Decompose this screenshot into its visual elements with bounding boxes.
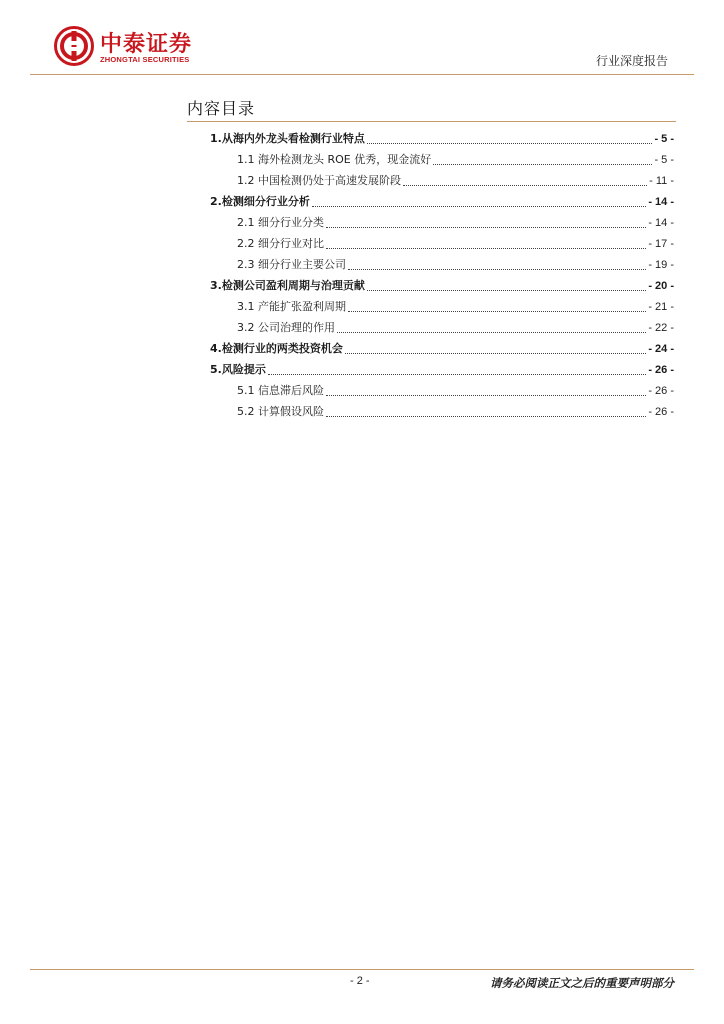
toc-subsection-entry[interactable] [210, 401, 674, 422]
toc-section-entry[interactable] [210, 191, 674, 212]
toc-leader-dots [312, 193, 646, 207]
toc-subsection-entry[interactable] [210, 149, 674, 170]
toc-entry-label: 5.2 计算假设风险 [237, 405, 324, 418]
company-logo [54, 26, 234, 74]
toc-leader-dots [326, 214, 646, 228]
toc-entry-label: 2.2 细分行业对比 [237, 237, 324, 250]
toc-title-divider [187, 121, 676, 122]
toc-subsection-entry[interactable] [210, 233, 674, 254]
footer-divider [30, 969, 694, 970]
toc-section-entry[interactable] [210, 275, 674, 296]
toc-leader-dots [268, 361, 646, 375]
toc-section-entry[interactable] [210, 128, 674, 149]
toc-entry-page: - 5 - [654, 154, 674, 166]
toc-leader-dots [348, 256, 646, 270]
toc-leader-dots [367, 130, 653, 144]
toc-entry-label: 1.1 海外检测龙头 ROE 优秀，现金流好 [237, 153, 432, 166]
toc-subsection-entry[interactable] [210, 170, 674, 191]
toc-entry-page: - 20 - [648, 280, 674, 292]
toc-entry-page: - 26 - [648, 406, 674, 418]
brand-name-cn: 中泰证券 [100, 32, 193, 57]
toc-leader-dots [326, 382, 646, 396]
toc-entry-label: 5.1 信息滞后风险 [237, 384, 324, 397]
toc-leader-dots [433, 151, 652, 165]
table-of-contents [210, 128, 674, 422]
toc-entry-label: 3.1 产能扩张盈利周期 [237, 300, 346, 313]
toc-entry-page: - 21 - [648, 301, 674, 313]
toc-entry-label: 3.2 公司治理的作用 [237, 321, 335, 334]
toc-leader-dots [326, 235, 646, 249]
toc-entry-label: 4.检测行业的两类投资机会 [210, 342, 343, 355]
toc-subsection-entry[interactable] [210, 380, 674, 401]
toc-entry-page: - 5 - [654, 133, 674, 145]
toc-entry-label: 3.检测公司盈利周期与治理贡献 [210, 279, 365, 292]
toc-title: 内容目录 [187, 99, 256, 118]
toc-section-entry[interactable] [210, 359, 674, 380]
toc-entry-page: - 19 - [648, 259, 674, 271]
toc-entry-label: 2.检测细分行业分析 [210, 195, 310, 208]
zhongtai-logo-icon [54, 26, 94, 66]
toc-subsection-entry[interactable] [210, 212, 674, 233]
toc-leader-dots [326, 403, 646, 417]
toc-entry-page: - 24 - [648, 343, 674, 355]
toc-entry-label: 2.1 细分行业分类 [237, 216, 324, 229]
toc-entry-page: - 26 - [648, 364, 674, 376]
toc-leader-dots [345, 340, 646, 354]
report-type-label: 行业深度报告 [595, 54, 668, 68]
toc-entry-label: 1.2 中国检测仍处于高速发展阶段 [237, 174, 401, 187]
toc-subsection-entry[interactable] [210, 254, 674, 275]
toc-entry-page: - 22 - [648, 322, 674, 334]
header-divider [30, 74, 694, 75]
toc-entry-page: - 11 - [649, 175, 674, 187]
toc-entry-label: 5.风险提示 [210, 363, 266, 376]
footer-disclaimer: 请务必阅读正文之后的重要声明部分 [490, 976, 674, 990]
toc-entry-page: - 14 - [648, 217, 674, 229]
toc-entry-label: 2.3 细分行业主要公司 [237, 258, 346, 271]
toc-entry-page: - 17 - [648, 238, 674, 250]
toc-section-entry[interactable] [210, 338, 674, 359]
toc-leader-dots [367, 277, 646, 291]
toc-leader-dots [403, 172, 647, 186]
toc-subsection-entry[interactable] [210, 317, 674, 338]
toc-leader-dots [337, 319, 646, 333]
toc-entry-label: 1.从海内外龙头看检测行业特点 [210, 132, 365, 145]
toc-entry-page: - 14 - [648, 196, 674, 208]
page-number: - 2 - [350, 975, 370, 987]
toc-leader-dots [348, 298, 646, 312]
toc-subsection-entry[interactable] [210, 296, 674, 317]
brand-name-en: ZHONGTAI SECURITIES [100, 55, 190, 64]
toc-entry-page: - 26 - [648, 385, 674, 397]
